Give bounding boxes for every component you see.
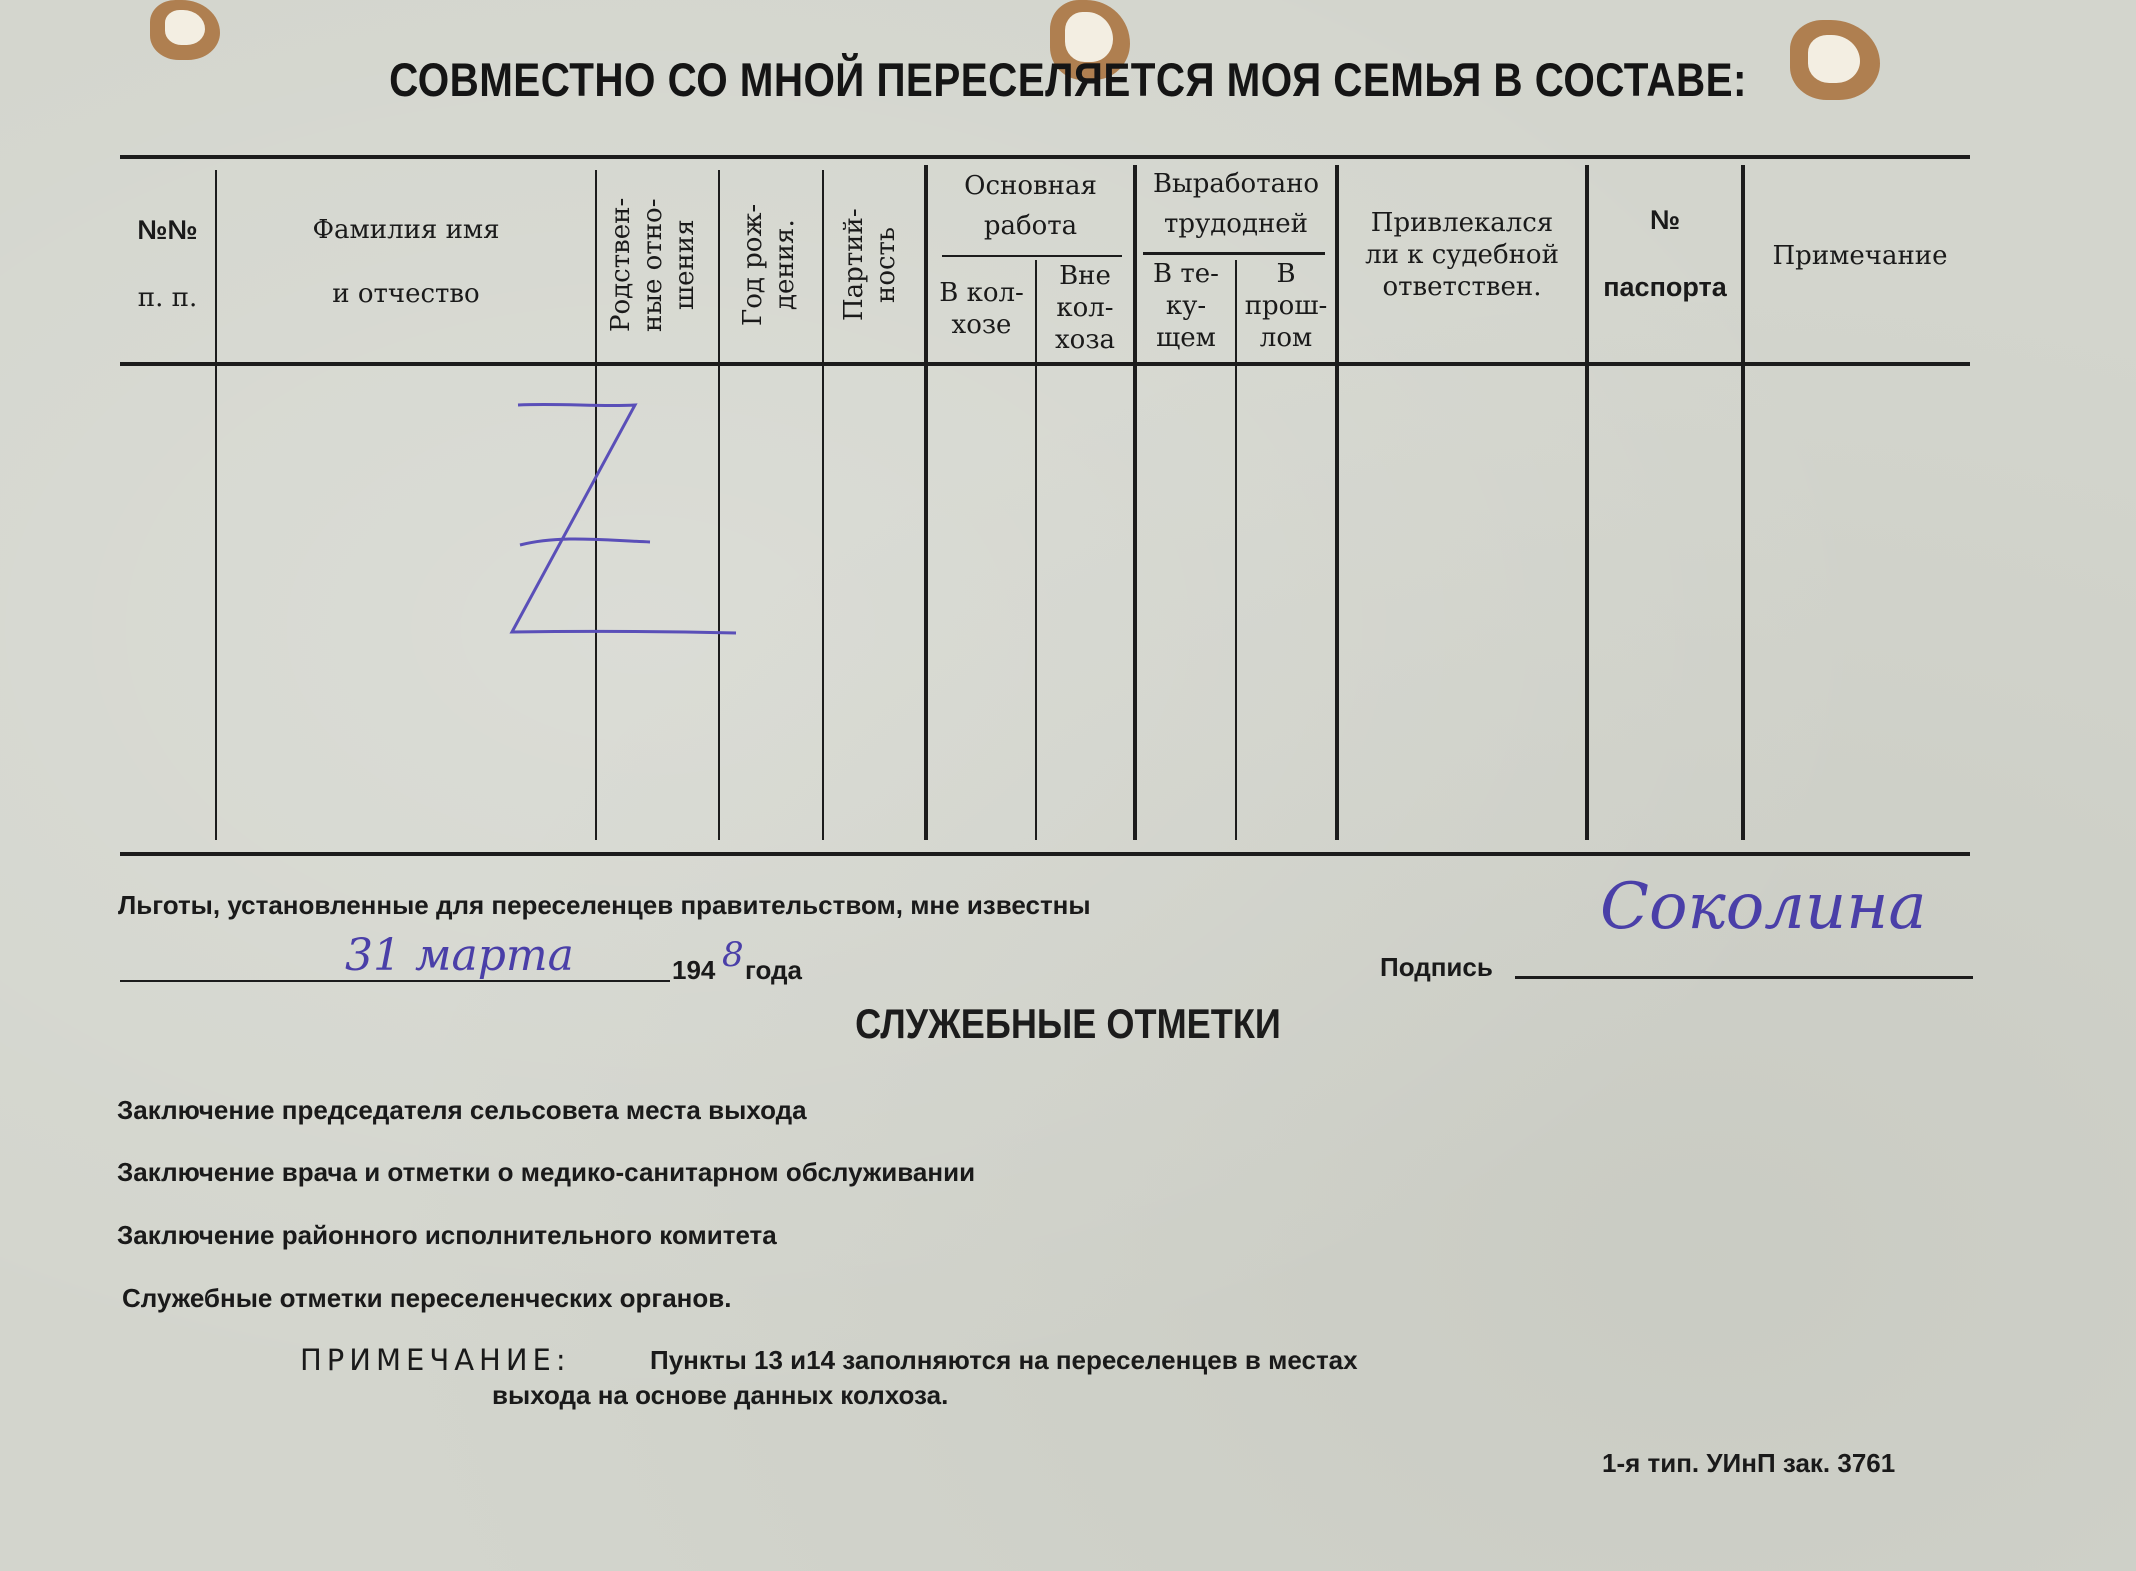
signature-underline <box>1515 976 1973 979</box>
service-line-4: Служебные отметки переселенческих органов. <box>122 1283 732 1313</box>
subheader-rule-earned <box>1143 252 1325 255</box>
col-earned-2: трудодней <box>1163 209 1309 239</box>
col-earned-past-2: прош- <box>1244 291 1328 321</box>
col-work-in-1: В кол- <box>939 278 1024 308</box>
col-court-2: ли к судебной <box>1365 240 1559 270</box>
col-sep <box>1585 165 1589 840</box>
col-sep <box>215 170 217 840</box>
signature-label: Подпись <box>1380 952 1493 982</box>
col-name-bottom: и отчество <box>332 279 480 309</box>
col-work-main-2: работа <box>983 211 1078 241</box>
date-handwritten: 31 марта <box>345 930 574 981</box>
col-party-1: Партий- <box>839 208 869 322</box>
col-sep <box>924 165 928 840</box>
col-sep <box>822 170 824 840</box>
note-line-1: Пункты 13 и14 заполняются на переселенцев в местах <box>650 1345 1358 1375</box>
note-line-2: выхода на основе данных колхоза. <box>492 1380 949 1410</box>
col-party-2: ность <box>871 226 901 304</box>
service-line-3: Заключение районного исполнительного комитета <box>117 1220 777 1250</box>
punch-hole-left-inner <box>165 10 205 45</box>
col-birth-2: дения. <box>770 219 800 311</box>
col-relation-3: шения <box>670 219 700 311</box>
col-court-3: ответствен. <box>1382 272 1542 302</box>
col-num-bottom: п. п. <box>137 283 198 313</box>
year-suffix: года <box>745 955 802 985</box>
service-heading: СЛУЖЕБНЫЕ ОТМЕТКИ <box>855 1000 1281 1047</box>
col-passport-1: № <box>1649 205 1681 235</box>
col-num-top: №№ <box>137 215 198 245</box>
year-printed: 194 <box>672 955 716 985</box>
col-earned-1: Выработано <box>1152 169 1320 199</box>
col-name-top: Фамилия имя <box>312 215 500 245</box>
note-label: ПРИМЕЧАНИЕ: <box>300 1343 571 1377</box>
table-header-rule <box>120 362 1970 366</box>
col-work-in-2: хозе <box>951 310 1012 340</box>
subheader-rule-work <box>942 255 1122 257</box>
col-work-out-2: кол- <box>1056 293 1114 323</box>
col-earned-past-1: В <box>1276 259 1296 289</box>
signature-handwritten: Соколина <box>1600 870 1927 944</box>
service-line-2: Заключение врача и отметки о медико-санитарном обслуживании <box>117 1157 976 1187</box>
col-earned-past-3: лом <box>1259 323 1313 353</box>
col-court-1: Привлекался <box>1370 208 1554 238</box>
service-line-1: Заключение председателя сельсовета места выхода <box>117 1095 807 1125</box>
col-relation-1: Родствен- <box>606 197 636 333</box>
year-handwritten: 8 <box>722 935 744 975</box>
col-earned-cur-1: В те- <box>1153 259 1219 289</box>
benefits-text: Льготы, установленные для переселенцев правительством, мне известны <box>118 890 1091 920</box>
col-work-out-1: Вне <box>1059 261 1111 291</box>
col-work-main-1: Основная <box>964 171 1097 201</box>
col-work-out-3: хоза <box>1055 325 1115 355</box>
col-earned-cur-3: щем <box>1156 323 1216 353</box>
col-birth-1: Год рож- <box>738 203 768 327</box>
table-bottom-rule <box>120 852 1970 856</box>
col-relation-2: ные отно- <box>638 198 668 332</box>
col-passport-2: паспорта <box>1603 272 1727 302</box>
col-notes: Примечание <box>1772 241 1948 271</box>
handwritten-z-mark <box>500 395 750 655</box>
form-title: СОВМЕСТНО СО МНОЙ ПЕРЕСЕЛЯЕТСЯ МОЯ СЕМЬЯ В СОСТАВЕ: <box>389 53 1747 106</box>
table-top-rule <box>120 155 1970 159</box>
printer-imprint: 1-я тип. УИнП зак. 3761 <box>1602 1448 1896 1478</box>
col-earned-cur-2: ку- <box>1165 291 1207 321</box>
